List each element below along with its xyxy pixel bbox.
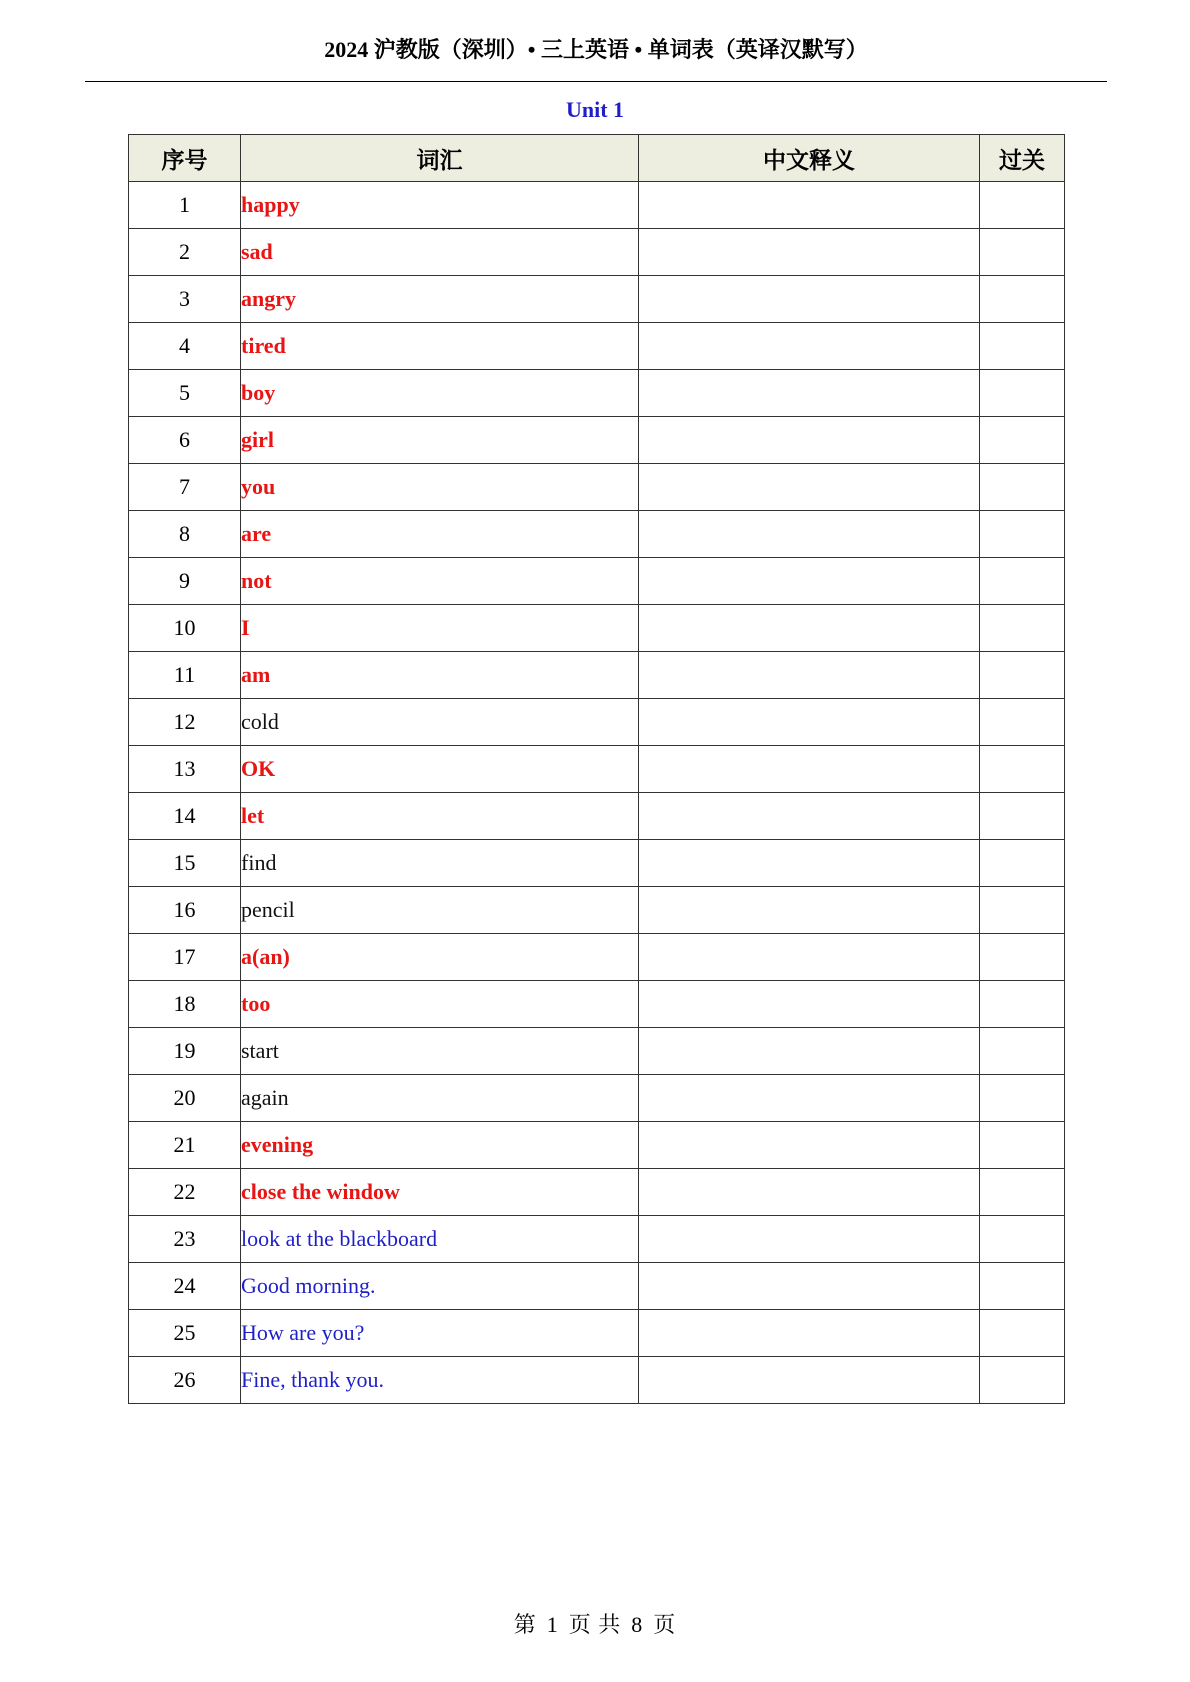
vocabulary-table (128, 134, 1065, 1404)
table-row (129, 558, 1065, 605)
table-row (129, 1310, 1065, 1357)
row-number: 20 (129, 1075, 241, 1122)
row-number: 7 (129, 464, 241, 511)
vocabulary-word: girl (241, 417, 639, 464)
vocabulary-word: Fine, thank you. (241, 1357, 639, 1404)
chinese-meaning-blank[interactable] (639, 229, 980, 276)
row-number: 23 (129, 1216, 241, 1263)
vocabulary-word: find (241, 840, 639, 887)
chinese-meaning-blank[interactable] (639, 605, 980, 652)
pass-check-blank[interactable] (980, 1263, 1065, 1310)
chinese-meaning-blank[interactable] (639, 182, 980, 229)
row-number: 21 (129, 1122, 241, 1169)
pass-check-blank[interactable] (980, 699, 1065, 746)
vocabulary-word: boy (241, 370, 639, 417)
pass-check-blank[interactable] (980, 840, 1065, 887)
chinese-meaning-blank[interactable] (639, 840, 980, 887)
chinese-meaning-blank[interactable] (639, 276, 980, 323)
table-row (129, 840, 1065, 887)
pass-check-blank[interactable] (980, 605, 1065, 652)
chinese-meaning-blank[interactable] (639, 981, 980, 1028)
row-number: 11 (129, 652, 241, 699)
chinese-meaning-blank[interactable] (639, 370, 980, 417)
chinese-meaning-blank[interactable] (639, 1122, 980, 1169)
column-header-number: 序号 (129, 135, 241, 182)
pass-check-blank[interactable] (980, 652, 1065, 699)
row-number: 24 (129, 1263, 241, 1310)
table-row (129, 1263, 1065, 1310)
table-row (129, 793, 1065, 840)
chinese-meaning-blank[interactable] (639, 1028, 980, 1075)
table-row (129, 652, 1065, 699)
chinese-meaning-blank[interactable] (639, 1169, 980, 1216)
row-number: 25 (129, 1310, 241, 1357)
column-header-vocabulary: 词汇 (241, 135, 639, 182)
row-number: 8 (129, 511, 241, 558)
chinese-meaning-blank[interactable] (639, 887, 980, 934)
vocabulary-word: again (241, 1075, 639, 1122)
vocabulary-word: too (241, 981, 639, 1028)
vocabulary-word: pencil (241, 887, 639, 934)
pass-check-blank[interactable] (980, 1310, 1065, 1357)
vocabulary-word: not (241, 558, 639, 605)
row-number: 12 (129, 699, 241, 746)
vocabulary-word: start (241, 1028, 639, 1075)
pass-check-blank[interactable] (980, 417, 1065, 464)
table-row (129, 511, 1065, 558)
pass-check-blank[interactable] (980, 558, 1065, 605)
pass-check-blank[interactable] (980, 1169, 1065, 1216)
page-header (85, 30, 1107, 82)
vocabulary-word: OK (241, 746, 639, 793)
pass-check-blank[interactable] (980, 229, 1065, 276)
table-row (129, 464, 1065, 511)
chinese-meaning-blank[interactable] (639, 1216, 980, 1263)
table-row (129, 417, 1065, 464)
row-number: 10 (129, 605, 241, 652)
table-row (129, 746, 1065, 793)
vocabulary-word: How are you? (241, 1310, 639, 1357)
pass-check-blank[interactable] (980, 323, 1065, 370)
row-number: 2 (129, 229, 241, 276)
chinese-meaning-blank[interactable] (639, 558, 980, 605)
row-number: 17 (129, 934, 241, 981)
vocabulary-word: look at the blackboard (241, 1216, 639, 1263)
chinese-meaning-blank[interactable] (639, 1075, 980, 1122)
pass-check-blank[interactable] (980, 182, 1065, 229)
column-header-chinese-meaning: 中文释义 (639, 135, 980, 182)
table-row (129, 1169, 1065, 1216)
vocabulary-word: angry (241, 276, 639, 323)
chinese-meaning-blank[interactable] (639, 323, 980, 370)
chinese-meaning-blank[interactable] (639, 1357, 980, 1404)
footer-page-number: 1 (546, 1612, 559, 1637)
chinese-meaning-blank[interactable] (639, 793, 980, 840)
pass-check-blank[interactable] (980, 981, 1065, 1028)
row-number: 6 (129, 417, 241, 464)
row-number: 1 (129, 182, 241, 229)
pass-check-blank[interactable] (980, 1075, 1065, 1122)
vocabulary-word: am (241, 652, 639, 699)
page-title: 2024 沪教版（深圳）• 三上英语 • 单词表（英译汉默写） (324, 37, 868, 62)
chinese-meaning-blank[interactable] (639, 511, 980, 558)
chinese-meaning-blank[interactable] (639, 1310, 980, 1357)
pass-check-blank[interactable] (980, 1028, 1065, 1075)
pass-check-blank[interactable] (980, 1216, 1065, 1263)
table-body (129, 182, 1065, 1404)
pass-check-blank[interactable] (980, 1122, 1065, 1169)
table-row (129, 229, 1065, 276)
chinese-meaning-blank[interactable] (639, 1263, 980, 1310)
vocabulary-word: you (241, 464, 639, 511)
row-number: 5 (129, 370, 241, 417)
row-number: 19 (129, 1028, 241, 1075)
vocabulary-word: let (241, 793, 639, 840)
chinese-meaning-blank[interactable] (639, 417, 980, 464)
row-number: 14 (129, 793, 241, 840)
table-row (129, 981, 1065, 1028)
row-number: 4 (129, 323, 241, 370)
pass-check-blank[interactable] (980, 464, 1065, 511)
pass-check-blank[interactable] (980, 793, 1065, 840)
table-row (129, 276, 1065, 323)
table-row (129, 887, 1065, 934)
chinese-meaning-blank[interactable] (639, 699, 980, 746)
column-header-pass: 过关 (980, 135, 1065, 182)
vocabulary-word: sad (241, 229, 639, 276)
vocabulary-word: a(an) (241, 934, 639, 981)
row-number: 13 (129, 746, 241, 793)
table-row (129, 1122, 1065, 1169)
table-row (129, 182, 1065, 229)
unit-title: Unit 1 (565, 97, 625, 122)
row-number: 16 (129, 887, 241, 934)
vocabulary-word: tired (241, 323, 639, 370)
row-number: 9 (129, 558, 241, 605)
chinese-meaning-blank[interactable] (639, 464, 980, 511)
vocabulary-word: cold (241, 699, 639, 746)
table-row (129, 1075, 1065, 1122)
pass-check-blank[interactable] (980, 511, 1065, 558)
pass-check-blank[interactable] (980, 746, 1065, 793)
table-row (129, 1028, 1065, 1075)
table-row (129, 1216, 1065, 1263)
vocabulary-word: close the window (241, 1169, 639, 1216)
table-row (129, 934, 1065, 981)
table-row (129, 370, 1065, 417)
pass-check-blank[interactable] (980, 370, 1065, 417)
pass-check-blank[interactable] (980, 1357, 1065, 1404)
vocabulary-word: I (241, 605, 639, 652)
table-header-row (129, 135, 1065, 182)
chinese-meaning-blank[interactable] (639, 652, 980, 699)
row-number: 18 (129, 981, 241, 1028)
footer-middle: 页 共 (568, 1612, 622, 1637)
footer-suffix: 页 (653, 1612, 677, 1637)
vocabulary-word: happy (241, 182, 639, 229)
row-number: 26 (129, 1357, 241, 1404)
pass-check-blank[interactable] (980, 887, 1065, 934)
row-number: 3 (129, 276, 241, 323)
vocabulary-word: Good morning. (241, 1263, 639, 1310)
footer-prefix: 第 (513, 1612, 537, 1637)
chinese-meaning-blank[interactable] (639, 934, 980, 981)
table-row (129, 605, 1065, 652)
chinese-meaning-blank[interactable] (639, 746, 980, 793)
vocabulary-word: evening (241, 1122, 639, 1169)
pass-check-blank[interactable] (980, 934, 1065, 981)
table-row (129, 699, 1065, 746)
row-number: 22 (129, 1169, 241, 1216)
footer-total-pages: 8 (631, 1612, 644, 1637)
pass-check-blank[interactable] (980, 276, 1065, 323)
vocabulary-word: are (241, 511, 639, 558)
table-row (129, 1357, 1065, 1404)
table-row (129, 323, 1065, 370)
row-number: 15 (129, 840, 241, 887)
page-footer (0, 1608, 1190, 1639)
